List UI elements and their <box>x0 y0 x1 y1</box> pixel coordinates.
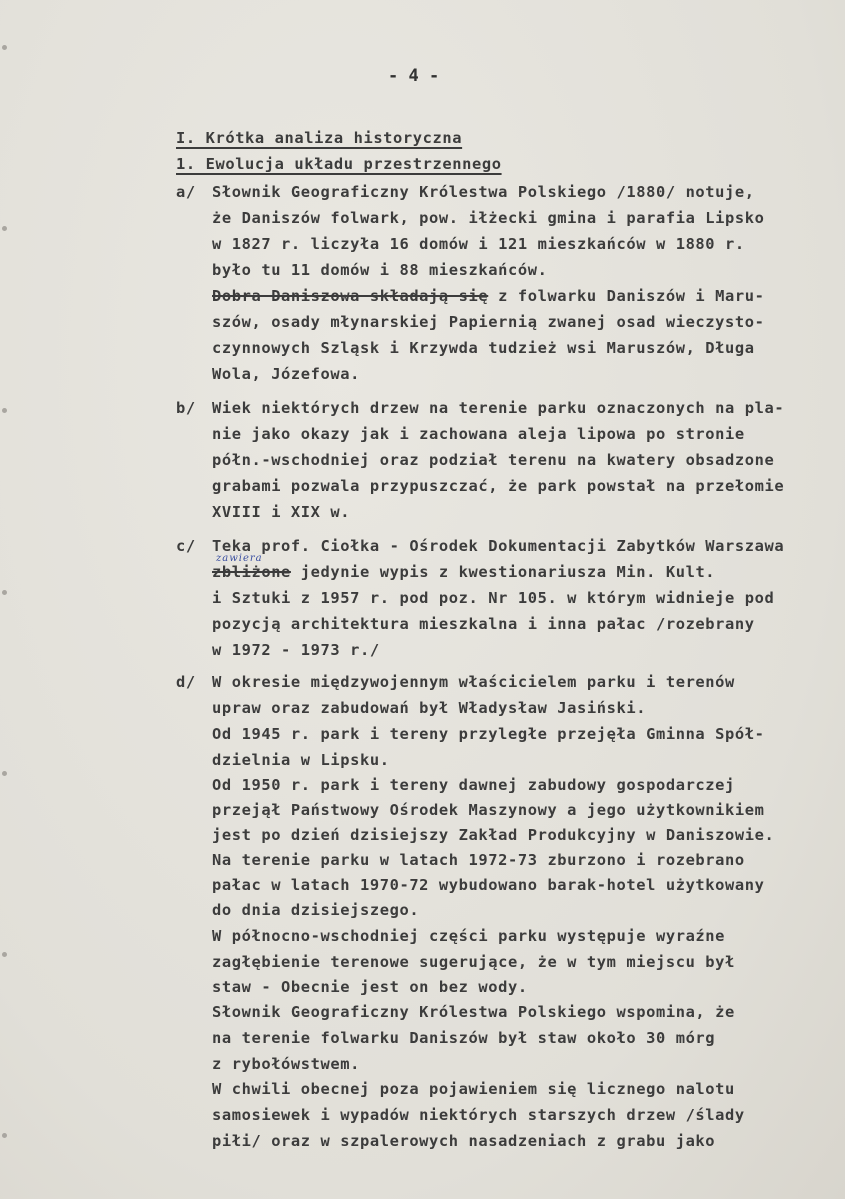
paragraph-line: pałac w latach 1970-72 wybudowano barak-hotel użytkowany <box>212 876 765 894</box>
punch-hole <box>2 226 7 231</box>
punch-hole <box>2 45 7 50</box>
paragraph-line: Wola, Józefowa. <box>212 365 360 383</box>
paragraph-line: W północno-wschodniej części parku występuje wyraźne <box>212 927 726 945</box>
punch-hole <box>2 408 7 413</box>
paragraph-line: Teka prof. Ciołka - Ośrodek Dokumentacji Zabytków Warszawa <box>212 537 785 555</box>
paragraph-line: szów, osady młynarskiej Papiernią zwanej osad wieczysto- <box>212 313 765 331</box>
line-text: z folwarku Daniszów i Maru- <box>488 287 765 305</box>
paragraph-line: Słownik Geograficzny Królestwa Polskiego /1880/ notuje, <box>212 183 755 201</box>
item-label-d: d/ <box>176 673 196 691</box>
paragraph-line: dzielnia w Lipsku. <box>212 751 390 769</box>
item-label-c: c/ <box>176 537 196 555</box>
punch-hole <box>2 771 7 776</box>
paragraph-line: grabami pozwala przypuszczać, że park powstał na przełomie <box>212 477 785 495</box>
paragraph-line: z rybołówstwem. <box>212 1055 360 1073</box>
paragraph-line: na terenie folwarku Daniszów był staw około 30 mórg <box>212 1029 716 1047</box>
page-number: - 4 - <box>388 66 440 86</box>
struck-text: Dobra Daniszowa składają się <box>212 287 489 305</box>
paragraph-line: XVIII i XIX w. <box>212 503 351 521</box>
paragraph-line: do dnia dzisiejszego. <box>212 901 420 919</box>
struck-text: zbliżone <box>212 563 291 581</box>
paragraph-line: samosiewek i wypadów niektórych starszych drzew /ślady <box>212 1106 745 1124</box>
paragraph-line: półn.-wschodniej oraz podział terenu na kwatery obsadzone <box>212 451 775 469</box>
paragraph-line: upraw oraz zabudowań był Władysław Jasiński. <box>212 699 647 717</box>
paragraph-line: W okresie międzywojennym właścicielem parku i terenów <box>212 673 735 691</box>
paragraph-line: Od 1945 r. park i tereny przyległe przejęła Gminna Spół- <box>212 725 765 743</box>
paragraph-line: jest po dzień dzisiejszy Zakład Produkcyjny w Daniszowie. <box>212 826 775 844</box>
paragraph-line: staw - Obecnie jest on bez wody. <box>212 978 528 996</box>
punch-hole <box>2 952 7 957</box>
paragraph-line: pozycją architektura mieszkalna i inna pałac /rozebrany <box>212 615 755 633</box>
paragraph-line: piłi/ oraz w szpalerowych nasadzeniach z grabu jako <box>212 1132 716 1150</box>
handwritten-correction: zawiera <box>216 553 263 564</box>
punch-hole <box>2 590 7 595</box>
paragraph-line: przejął Państwowy Ośrodek Maszynowy a jego użytkownikiem <box>212 801 765 819</box>
line-text: jedynie wypis z kwestionariusza Min. Kult. <box>290 563 716 581</box>
section-heading: I. Krótka analiza historyczna <box>176 129 463 147</box>
subsection-heading: 1. Ewolucja układu przestrzennego <box>176 155 502 173</box>
paragraph-line: Słownik Geograficzny Królestwa Polskiego wspomina, że <box>212 1003 735 1021</box>
paragraph-line: czynnowych Szląsk i Krzywda tudzież wsi Maruszów, Długa <box>212 339 755 357</box>
paragraph-line: zagłębienie terenowe sugerujące, że w tym miejscu był <box>212 953 735 971</box>
paragraph-line <box>212 562 715 582</box>
paragraph-line: Wiek niektórych drzew na terenie parku oznaczonych na pla- <box>212 399 785 417</box>
paragraph-line: i Sztuki z 1957 r. pod poz. Nr 105. w którym widnieje pod <box>212 589 775 607</box>
paragraph-line: w 1972 - 1973 r./ <box>212 641 380 659</box>
punch-hole <box>2 1133 7 1138</box>
paragraph-line: W chwili obecnej poza pojawieniem się licznego nalotu <box>212 1080 735 1098</box>
paragraph-line: że Daniszów folwark, pow. iłżecki gmina i parafia Lipsko <box>212 209 765 227</box>
paragraph-line: nie jako okazy jak i zachowana aleja lipowa po stronie <box>212 425 745 443</box>
paragraph-line <box>212 286 765 306</box>
paragraph-line: było tu 11 domów i 88 mieszkańców. <box>212 261 548 279</box>
item-label-b: b/ <box>176 399 196 417</box>
paragraph-line: w 1827 r. liczyła 16 domów i 121 mieszkańców w 1880 r. <box>212 235 745 253</box>
paragraph-line: Od 1950 r. park i tereny dawnej zabudowy gospodarczej <box>212 776 735 794</box>
item-label-a: a/ <box>176 183 196 201</box>
paragraph-line: Na terenie parku w latach 1972-73 zburzono i rozebrano <box>212 851 745 869</box>
